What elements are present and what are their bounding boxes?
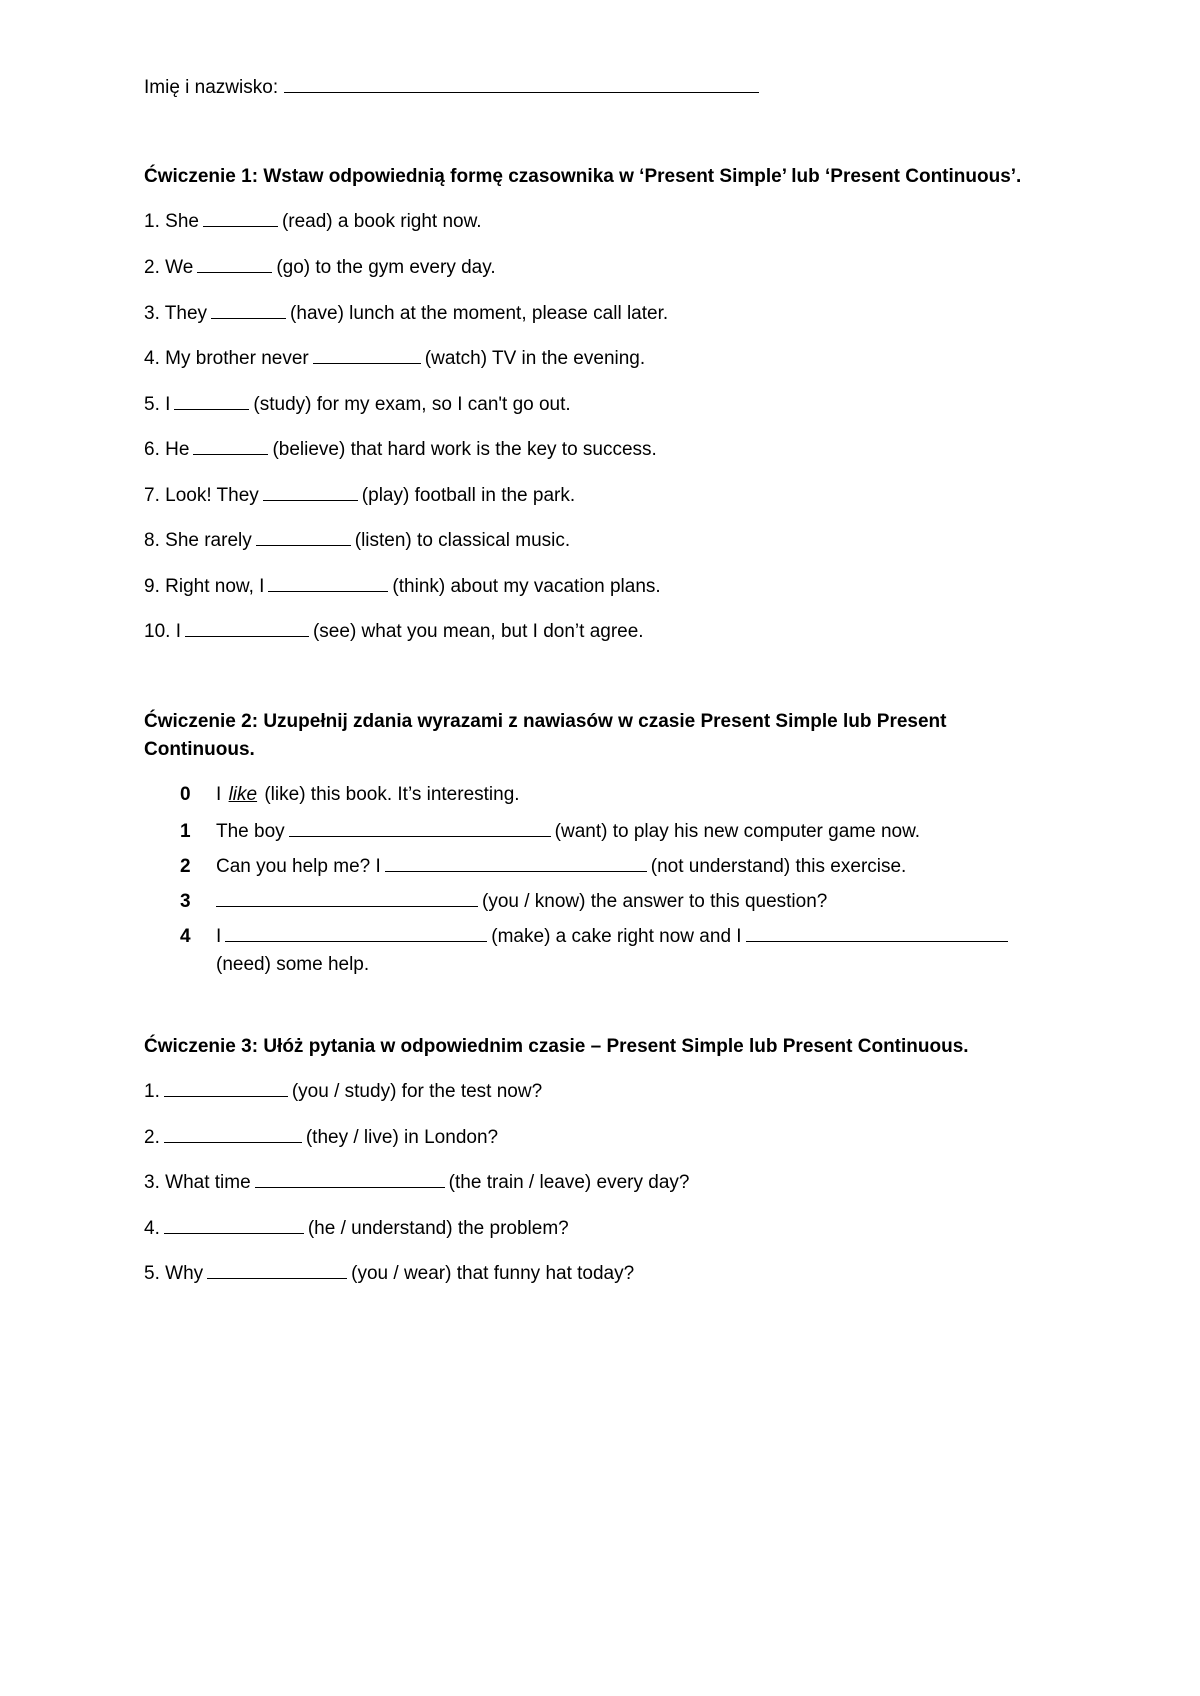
item-text-before: We: [165, 257, 194, 278]
answer-blank[interactable]: [211, 300, 286, 319]
item-number: 2: [180, 856, 191, 877]
item-text-after: (he / understand) the problem?: [307, 1218, 569, 1239]
item-number: 3: [180, 891, 191, 912]
item-number: 3.: [144, 1172, 160, 1193]
answer-blank[interactable]: [164, 1215, 304, 1234]
item-text-before: The boy: [216, 821, 285, 842]
item-text-before: They: [164, 303, 208, 324]
item-text-after: (see) what you mean, but I don’t agree.: [312, 621, 644, 642]
ex1-item-10: [144, 618, 644, 645]
item-number: 3.: [144, 303, 160, 324]
item-text-before: I: [216, 784, 222, 805]
answer-blank[interactable]: [256, 527, 351, 546]
ex1-item-2: [144, 254, 496, 281]
item-text-after: (go) to the gym every day.: [276, 257, 496, 278]
item-text-before: Right now, I: [165, 576, 265, 597]
item-number: 6.: [144, 439, 160, 460]
ex3-item-1: [144, 1078, 542, 1105]
item-text-after: (study) for my exam, so I can't go out.: [253, 394, 571, 415]
item-number: 5.: [144, 394, 160, 415]
answer-blank[interactable]: [164, 1078, 288, 1097]
example-answer: like: [228, 784, 258, 805]
item-number: 7.: [144, 485, 160, 506]
answer-blank[interactable]: [289, 818, 551, 837]
answer-blank[interactable]: [216, 888, 478, 907]
item-text-before: I: [175, 621, 181, 642]
answer-blank[interactable]: [268, 573, 388, 592]
item-number: 2.: [144, 1127, 160, 1148]
item-text-before: Why: [165, 1263, 204, 1284]
ex1-item-7: [144, 482, 575, 509]
answer-blank[interactable]: [185, 618, 309, 637]
item-text-after: (listen) to classical music.: [354, 530, 571, 551]
item-number: 0: [180, 784, 191, 805]
exercise3-title: Ćwiczenie 3: Ułóż pytania w odpowiednim czasie – Present Simple lub Present Continuous.: [144, 1036, 969, 1057]
item-text-before: I: [165, 394, 171, 415]
answer-blank[interactable]: [203, 208, 278, 227]
item-number: 4: [180, 926, 191, 947]
ex3-item-3: [144, 1169, 689, 1196]
name-blank[interactable]: [284, 74, 759, 93]
item-text-after: (not understand) this exercise.: [650, 856, 907, 877]
ex1-item-1: [144, 208, 482, 235]
answer-blank[interactable]: [207, 1260, 347, 1279]
item-text-after: (you / study) for the test now?: [291, 1081, 543, 1102]
item-number: 8.: [144, 530, 160, 551]
item-text-after: (play) football in the park.: [361, 485, 576, 506]
ex1-item-6: [144, 436, 657, 463]
item-text-before: He: [165, 439, 190, 460]
answer-blank[interactable]: [263, 482, 358, 501]
ex1-item-5: [144, 391, 571, 418]
ex1-item-9: [144, 573, 661, 600]
ex1-item-4: [144, 345, 645, 372]
item-text-before: She: [165, 211, 199, 232]
answer-blank[interactable]: [164, 1124, 302, 1143]
answer-blank[interactable]: [225, 923, 487, 942]
item-text-before: Can you help me? I: [216, 856, 381, 877]
item-text-before: She rarely: [165, 530, 252, 551]
item-number: 1.: [144, 1081, 160, 1102]
item-text-after: (believe) that hard work is the key to success.: [272, 439, 657, 460]
item-text: [216, 818, 920, 846]
ex3-item-2: [144, 1124, 498, 1151]
ex1-item-3: [144, 300, 668, 327]
ex1-item-8: [144, 527, 570, 554]
item-text-after: (like) this book. It’s interesting.: [264, 784, 520, 805]
answer-blank[interactable]: [313, 345, 421, 364]
item-text-after: (the train / leave) every day?: [448, 1172, 690, 1193]
item-text-after: (you / wear) that funny hat today?: [351, 1263, 635, 1284]
item-text: [216, 923, 1056, 979]
answer-blank[interactable]: [385, 853, 647, 872]
item-text-after: (want) to play his new computer game now.: [554, 821, 921, 842]
item-text: [216, 888, 827, 916]
item-text-middle: (make) a cake right now and I: [491, 926, 742, 947]
item-text-after: (have) lunch at the moment, please call later.: [290, 303, 669, 324]
answer-blank[interactable]: [255, 1169, 445, 1188]
answer-blank[interactable]: [174, 391, 249, 410]
item-text-after: (you / know) the answer to this question?: [482, 891, 828, 912]
answer-blank[interactable]: [746, 923, 1008, 942]
exercise1-title: Ćwiczenie 1: Wstaw odpowiednią formę czasownika w ‘Present Simple’ lub ‘Present Continuous’.: [144, 166, 1022, 187]
item-number: 9.: [144, 576, 160, 597]
example-text: [216, 781, 520, 809]
item-text-before: Look! They: [165, 485, 259, 506]
item-text-after: (need) some help.: [216, 954, 370, 975]
name-line: [144, 74, 759, 99]
ex3-item-4: [144, 1215, 569, 1242]
item-text-before: What time: [165, 1172, 251, 1193]
item-number: 4.: [144, 348, 160, 369]
item-text: [216, 853, 906, 881]
item-text-before: I: [216, 926, 222, 947]
item-text-after: (think) about my vacation plans.: [392, 576, 661, 597]
item-number: 5.: [144, 1263, 160, 1284]
item-number: 10.: [144, 621, 171, 642]
answer-blank[interactable]: [197, 254, 272, 273]
item-text-after: (they / live) in London?: [305, 1127, 499, 1148]
name-label: Imię i nazwisko:: [144, 77, 279, 98]
item-number: 1: [180, 821, 191, 842]
ex3-item-5: [144, 1260, 634, 1287]
item-number: 1.: [144, 211, 160, 232]
item-number: 2.: [144, 257, 160, 278]
item-text-after: (read) a book right now.: [281, 211, 482, 232]
item-number: 4.: [144, 1218, 160, 1239]
exercise2-title: Ćwiczenie 2: Uzupełnij zdania wyrazami z nawiasów w czasie Present Simple lub Present Continuous.: [144, 711, 947, 760]
item-text-before: My brother never: [165, 348, 309, 369]
item-text-after: (watch) TV in the evening.: [424, 348, 646, 369]
answer-blank[interactable]: [193, 436, 268, 455]
